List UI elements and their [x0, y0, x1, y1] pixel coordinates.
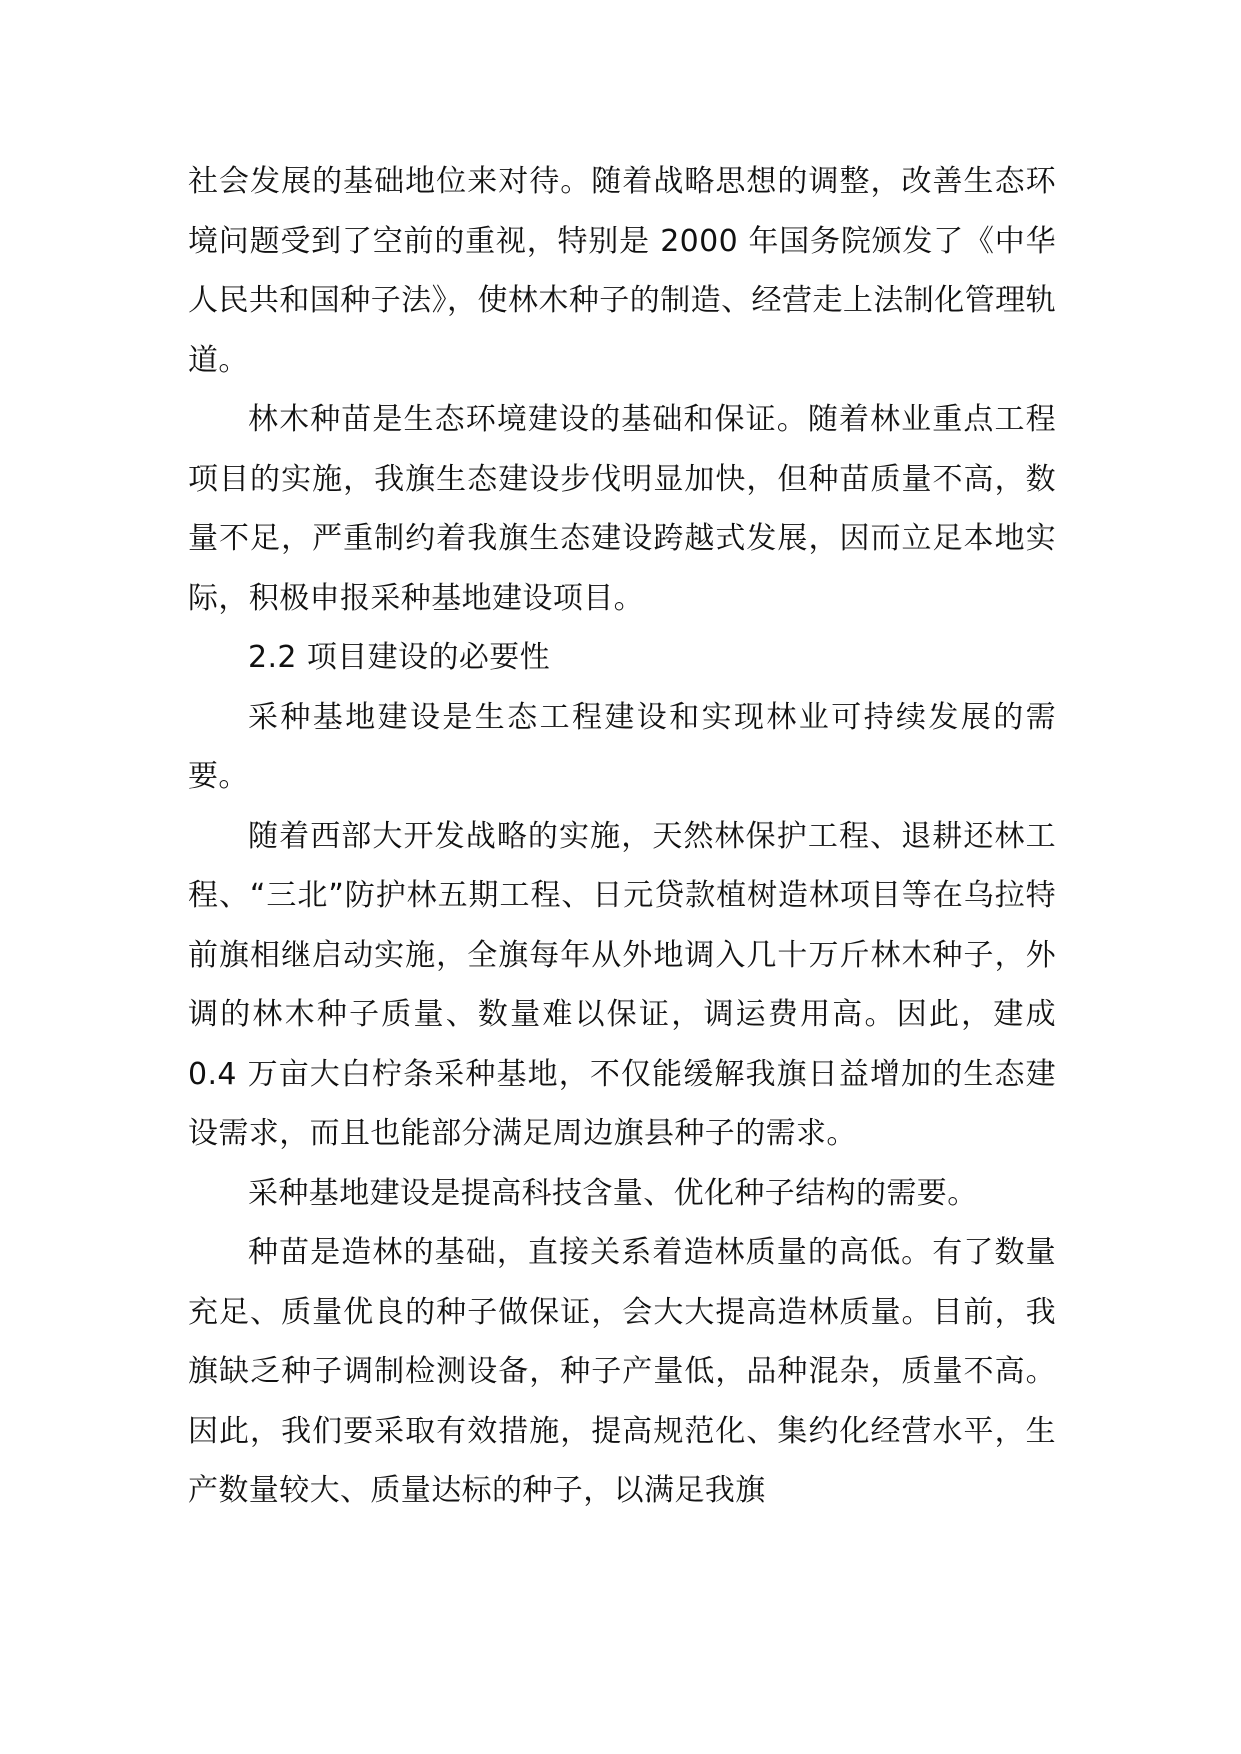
document-page	[188, 152, 1056, 1521]
section-heading-necessity: 2.2 项目建设的必要性	[248, 640, 551, 675]
paragraph-seedling-quality: 种苗是造林的基础，直接关系着造林质量的高低。有了数量充足、质量优良的种子做保证，会大大提高造林质量。目前，我旗缺乏种子调制检测设备，种子产量低，品种混杂，质量不高。因此，我们要采取有效措施，提高规范化、集约化经营水平，生产数量较大、质量达标的种子，以满足我旗	[188, 1235, 1056, 1508]
paragraph-seedling-foundation: 林木种苗是生态环境建设的基础和保证。随着林业重点工程项目的实施，我旗生态建设步伐明显加快，但种苗质量不高，数量不足，严重制约着我旗生态建设跨越式发展，因而立足本地实际，积极申报采种基地建设项目。	[188, 402, 1056, 616]
paragraph-ecological-need: 采种基地建设是生态工程建设和实现林业可持续发展的需要。	[188, 699, 1056, 794]
paragraph-technology-need: 采种基地建设是提高科技含量、优化种子结构的需要。	[248, 1175, 978, 1211]
paragraph-intro-continuation: 社会发展的基础地位来对待。随着战略思想的调整，改善生态环境问题受到了空前的重视，特别是 2000 年国务院颁发了《中华人民共和国种子法》，使林木种子的制造、经营走上法制化管理轨道。	[188, 164, 1056, 378]
paragraph-western-development: 随着西部大开发战略的实施，天然林保护工程、退耕还林工程、“三北”防护林五期工程、日元贷款植树造林项目等在乌拉特前旗相继启动实施，全旗每年从外地调入几十万斤林木种子，外调的林木种子质量、数量难以保证，调运费用高。因此，建成 0.4 万亩大白柠条采种基地，不仅能缓解我旗日益增加的生态建设需求，而且也能部分满足周边旗县种子的需求。	[188, 818, 1056, 1151]
